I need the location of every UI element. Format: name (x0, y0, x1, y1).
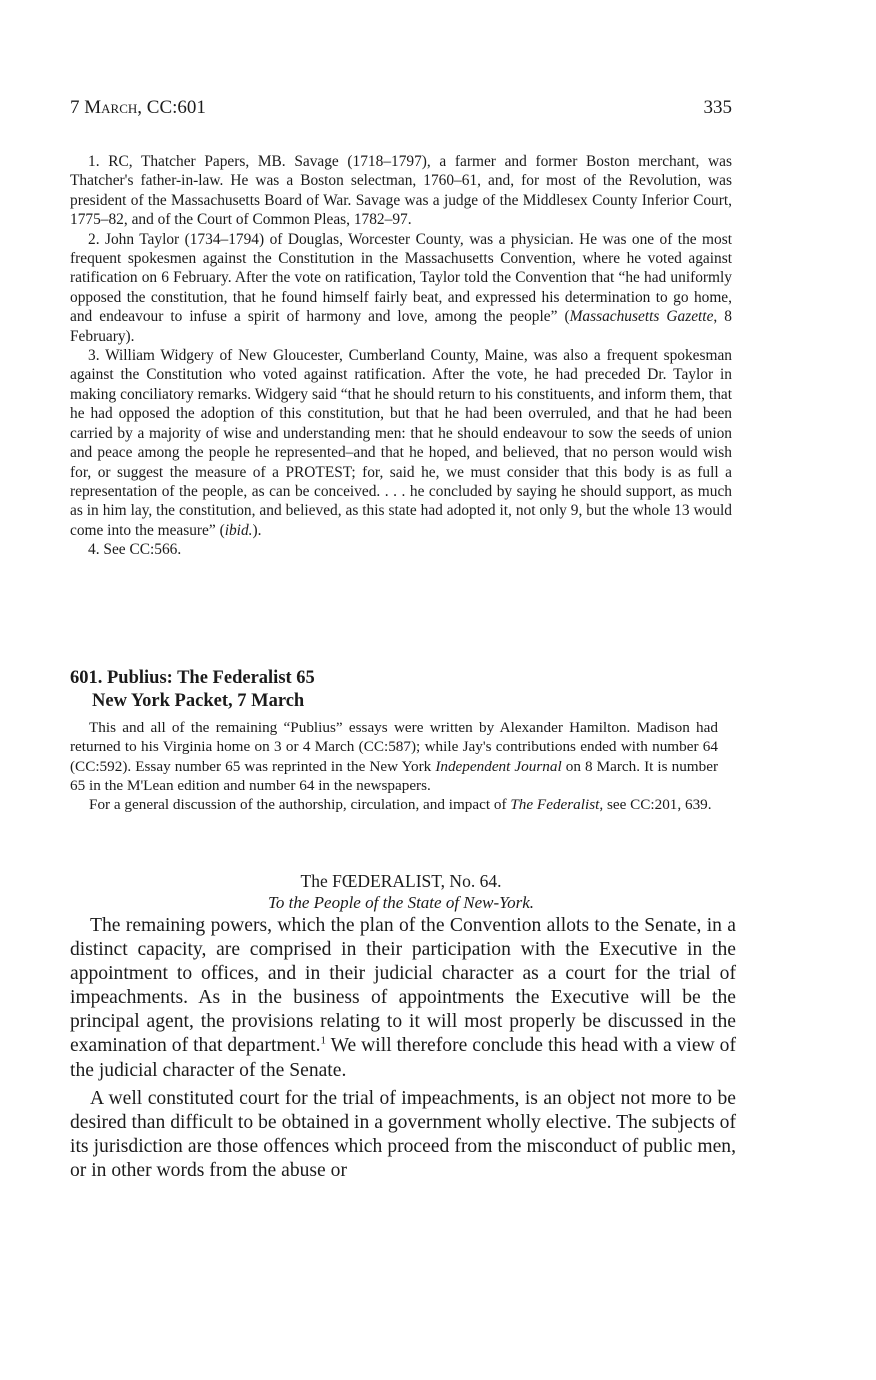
document-heading-source: New York Packet, 7 March (92, 691, 305, 711)
headnote (70, 718, 718, 814)
essay-address: To the People of the State of New-York. (267, 893, 534, 912)
headnote-paragraph: This and all of the remaining “Publius” essays were written by Alexander Hamilton. Madison had returned to his Virginia home on 3 or 4 March (CC:587); while Jay's contributions ended with number 64 (CC:592). Essay number 65 was reprinted in the New York Independent Journal on 8 March. It is number 65 in the M'Lean edition and number 64 in the newspapers. (70, 719, 719, 794)
page-number: 335 (703, 97, 732, 118)
essay-body (70, 914, 736, 1187)
footnote-3: 3. William Widgery of New Gloucester, Cumberland County, Maine, was also a frequent spokesman against the Constitution who voted against ratification. After the vote, he had preceded Dr. Taylor in making conciliatory remarks. Widgery said “that he should return to his constituents, and inform them, that he had opposed the adoption of this constitution, but that he had been overruled, and that he had been carried by a majority of wise and understanding men: that he should endeavour to sow the seeds of union and peace among the people he represented–and that he hoped, and believed, that no person would wish for, or suggest the measure of a PROTEST; for, said he, we must consider that this body is as full a representation of the people, as can be conceived. . . . he concluded by saying he should support, as much as in him lay, the constitution, and believed, as this state had adopted it, not only 9, but the whole 13 would come into the measure” (ibid.). (70, 347, 732, 539)
footnote-2: 2. John Taylor (1734–1794) of Douglas, Worcester County, was a physician. He was one of the most frequent spokesmen against the Constitution in the Massachusetts Convention, where he voted against ratification on 6 February. After the vote on ratification, Taylor told the Convention that “he had uniformly opposed the constitution, that he found himself fairly beat, and expressed his determination to go home, and endeavour to infuse a spirit of harmony and love, among the people” (Massachusetts Gazette, 8 February). (70, 230, 732, 345)
footnote-reference: 1 (320, 1034, 326, 1047)
document-heading (70, 667, 732, 713)
running-head-date: 7 March (70, 97, 138, 118)
essay-paragraph: A well constituted court for the trial of impeachments, is an object not more to be desired than difficult to be obtained in a government wholly elective. The subjects of its jurisdiction are those offences which proceed from the misconduct of public men, or in other words from the abuse or (70, 1087, 736, 1181)
running-head-left (70, 96, 206, 120)
footnote-4: 4. See CC:566. (88, 541, 182, 559)
essay-paragraph: The remaining powers, which the plan of the Convention allots to the Senate, in a distinct capacity, are comprised in their participation with the Executive in the appointment to offices, and in their judicial character as a court for the trial of impeachments. As in the business of appointments the Executive will be the principal agent, the provisions relating to it will most properly be discussed in the examination of that department.$^1$ We will therefore conclude this head with a view of the judicial character of the Senate. (70, 915, 736, 1081)
footnotes (70, 152, 732, 560)
document-heading-title: 601. Publius: The Federalist 65 (70, 668, 315, 688)
essay-title: The FŒDERALIST, No. 64. (300, 871, 502, 891)
running-head-doc: , CC:601 (137, 97, 206, 118)
headnote-paragraph: For a general discussion of the authorship, circulation, and impact of The Federalist, see CC:201, 639. (89, 796, 712, 814)
footnote-1: 1. RC, Thatcher Papers, MB. Savage (1718–1797), a farmer and former Boston merchant, was Thatcher's father-in-law. He was a Boston selectman, 1760–61, and, for most of the Revolution, was president of the Massachusetts Board of War. Savage was a judge of the Middlesex County Inferior Court, 1775–82, and of the Court of Common Pleas, 1782–97. (70, 153, 732, 229)
